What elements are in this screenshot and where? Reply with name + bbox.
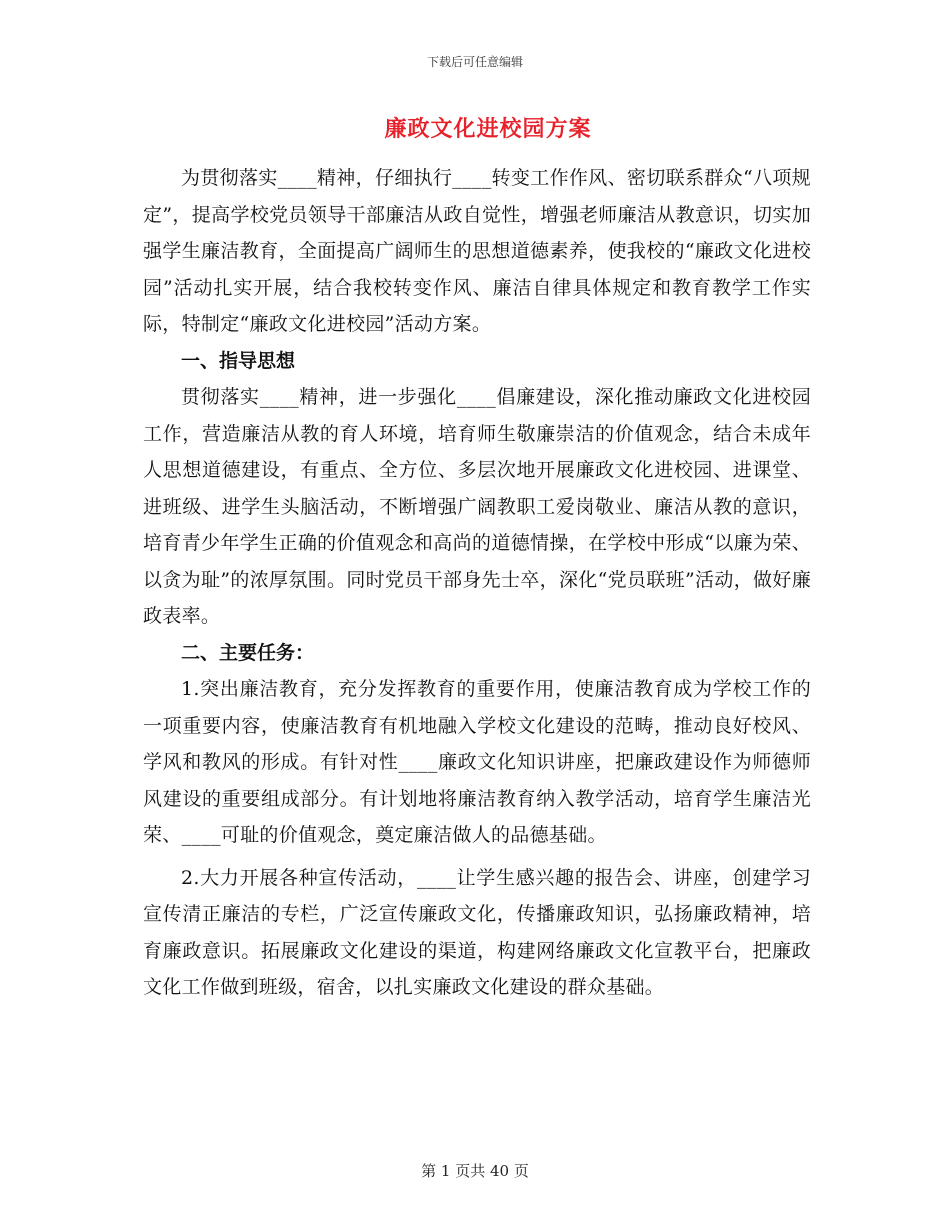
intro-paragraph: 为贯彻落实____精神，仔细执行____转变工作作风、密切联系群众“八项规定”，提高学校党员领导干部廉洁从政自觉性，增强老师廉洁从教意识，切实加强学生廉洁教育，全面提高广阔师生的思想道德素养，使我校的“廉政文化进校园”活动扎实开展，结合我校转变作风、廉洁自律具体规定和教育教学工作实际，特制定“廉政文化进校园”活动方案。 [143, 167, 811, 335]
section-heading-guiding-thought: 一、指导思想 [181, 349, 296, 372]
guiding-thought-paragraph: 贯彻落实____精神，进一步强化____倡廉建设，深化推动廉政文化进校园工作，营造廉洁从教的育人环境，培育师生敬廉崇洁的价值观念，结合未成年人思想道德建设，有重点、全方位、多层次地开展廉政文化进校园、进课堂、进班级、进学生头脑活动，不断增强广阔教职工爱岗敬业、廉洁从教的意识，培育青少年学生正确的价值观念和高尚的道德情操，在学校中形成“以廉为荣、以贪为耻”的浓厚氛围。同时党员干部身先士卒，深化“党员联班”活动，做好廉政表率。 [143, 386, 811, 627]
page-footer-number: 第 1 页共 40 页 [421, 1162, 529, 1180]
section-heading-main-tasks: 二、主要任务： [181, 641, 315, 664]
page-header-note: 下载后可任意编辑 [426, 55, 523, 69]
document-body [143, 112, 811, 1006]
main-task-item-2: 2.大力开展各种宣传活动，____让学生感兴趣的报告会、讲座，创建学习宣传清正廉洁的专栏，广泛宣传廉政文化，传播廉政知识，弘扬廉政精神，培育廉政意识。拓展廉政文化建设的渠道，构建网络廉政文化宣教平台，把廉政文化工作做到班级，宿舍，以扎实廉政文化建设的群众基础。 [143, 866, 811, 998]
main-task-item-1: 1.突出廉洁教育，充分发挥教育的重要作用，使廉洁教育成为学校工作的一项重要内容，使廉洁教育有机地融入学校文化建设的范畴，推动良好校风、学风和教风的形成。有针对性____廉政文化知识讲座，把廉政建设作为师德师风建设的重要组成部分。有计划地将廉洁教育纳入教学活动，培育学生廉洁光荣、____可耻的价值观念，奠定廉洁做人的品德基础。 [143, 678, 811, 846]
document-title: 廉政文化进校园方案 [384, 116, 592, 142]
